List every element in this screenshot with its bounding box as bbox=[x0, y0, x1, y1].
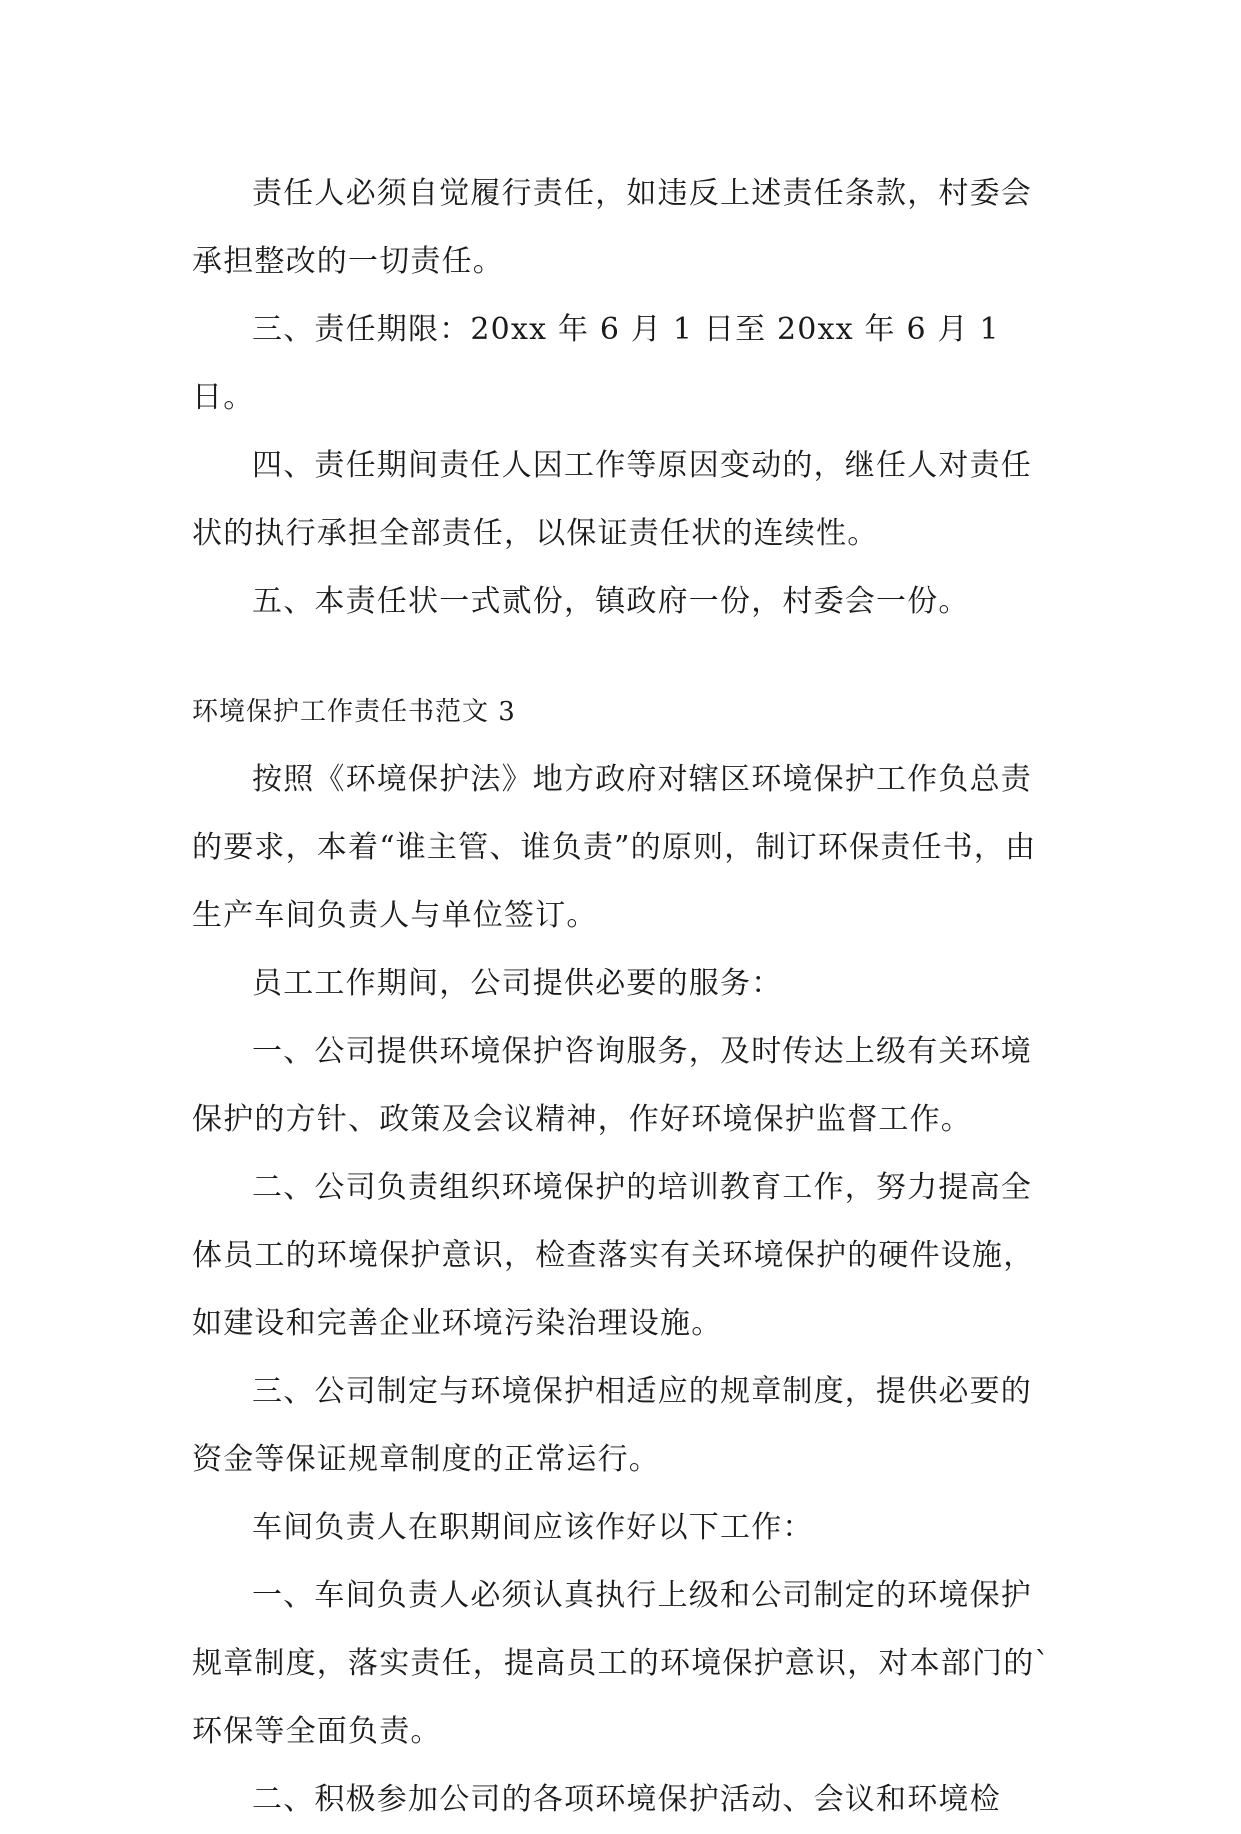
paragraph: 三、公司制定与环境保护相适应的规章制度，提供必要的资金等保证规章制度的正常运行。 bbox=[192, 1374, 1032, 1477]
paragraph: 二、公司负责组织环境保护的培训教育工作，努力提高全体员工的环境保护意识，检查落实有关环境保护的硬件设施，如建设和完善企业环境污染治理设施。 bbox=[192, 1170, 1035, 1341]
paragraph: 五、本责任状一式贰份，镇政府一份，村委会一份。 bbox=[252, 584, 970, 619]
paragraph: 一、车间负责人必须认真执行上级和公司制定的环境保护规章制度，落实责任，提高员工的环境保护意识，对本部门的`环保等全面负责。 bbox=[192, 1578, 1051, 1749]
paragraph: 一、公司提供环境保护咨询服务，及时传达上级有关环境保护的方针、政策及会议精神，作好环境保护监督工作。 bbox=[192, 1034, 1032, 1137]
paragraph: 车间负责人在职期间应该作好以下工作： bbox=[252, 1510, 814, 1545]
paragraph: 员工工作期间，公司提供必要的服务： bbox=[252, 966, 783, 1001]
document-body bbox=[192, 160, 1052, 1834]
section-title: 环境保护工作责任书范文 3 bbox=[192, 697, 516, 727]
paragraph: 责任人必须自觉履行责任，如违反上述责任条款，村委会承担整改的一切责任。 bbox=[192, 176, 1032, 279]
paragraph: 按照《环境保护法》地方政府对辖区环境保护工作负总责的要求，本着“谁主管、谁负责”的原则，制订环保责任书，由生产车间负责人与单位签订。 bbox=[192, 762, 1037, 933]
paragraph: 二、积极参加公司的各项环境保护活动、会议和环境检 bbox=[252, 1782, 1001, 1817]
paragraph: 三、责任期限：20xx 年 6 月 1 日至 20xx 年 6 月 1 日。 bbox=[192, 312, 1000, 415]
section-spacer bbox=[192, 636, 1052, 678]
paragraph: 四、责任期间责任人因工作等原因变动的，继任人对责任状的执行承担全部责任，以保证责任状的连续性。 bbox=[192, 448, 1032, 551]
